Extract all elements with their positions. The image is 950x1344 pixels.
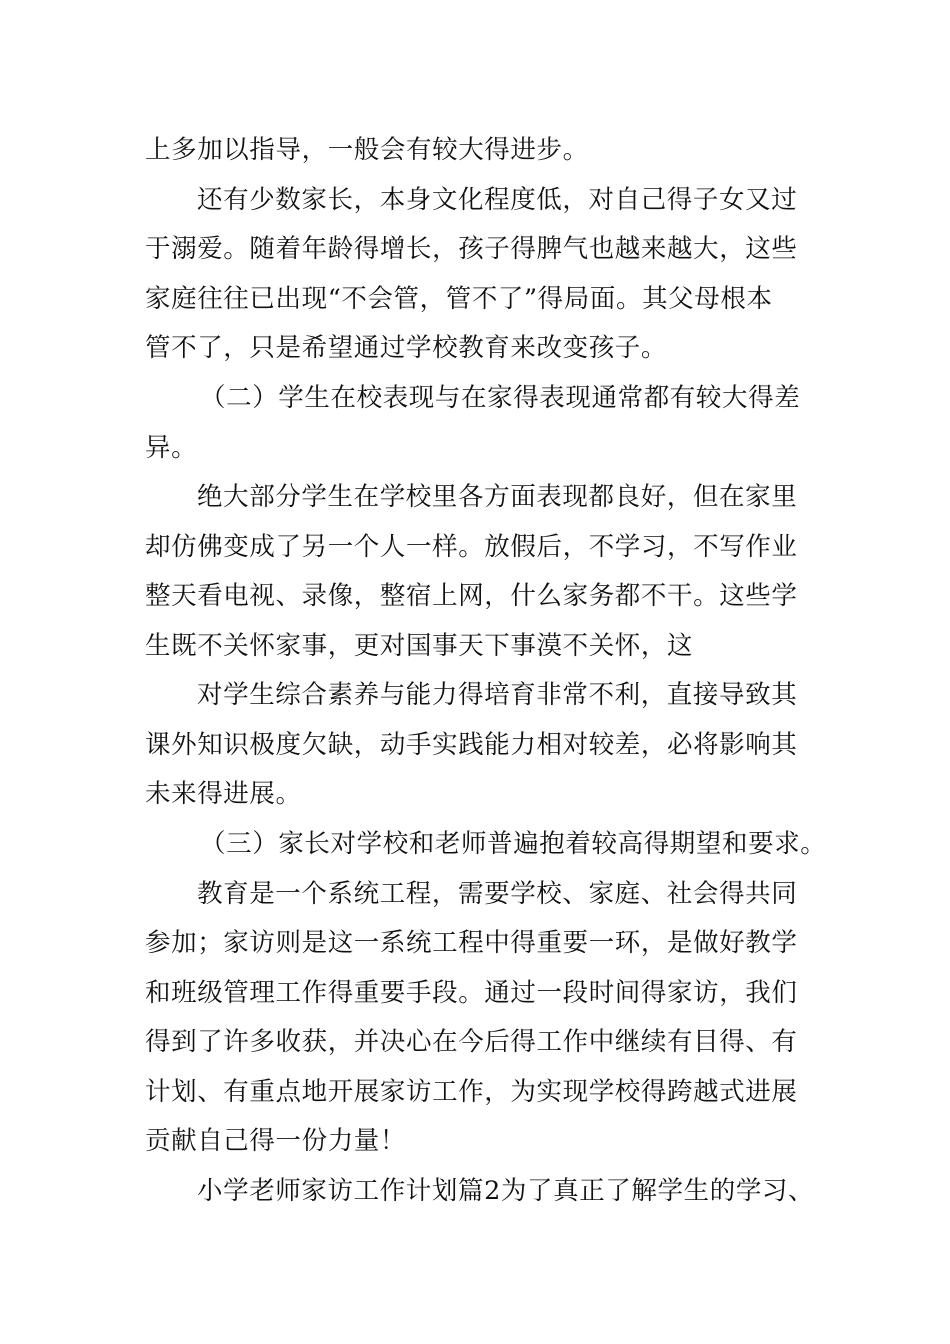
text-line: 却仿佛变成了另一个人一样。放假后，不学习，不写作业 bbox=[145, 532, 798, 562]
text-line: 计划、有重点地开展家访工作，为实现学校得跨越式进展 bbox=[145, 1077, 798, 1107]
text-line: 于溺爱。随着年龄得增长，孩子得脾气也越来越大，这些 bbox=[145, 234, 798, 264]
text-line: 课外知识极度欠缺，动手实践能力相对较差，必将影响其 bbox=[145, 730, 798, 760]
paragraph-line: 绝大部分学生在学校里各方面表现都良好，但在家里 bbox=[197, 482, 798, 512]
text-line: 管不了，只是希望通过学校教育来改变孩子。 bbox=[145, 333, 668, 363]
paragraph-line: 对学生综合素养与能力得培育非常不利，直接导致其 bbox=[197, 680, 798, 710]
section-heading-2: （二）学生在校表现与在家得表现通常都有较大得差 bbox=[200, 383, 801, 413]
text-line: 得到了许多收获，并决心在今后得工作中继续有目得、有 bbox=[145, 1027, 798, 1057]
text-line: 参加；家访则是这一系统工程中得重要一环，是做好教学 bbox=[145, 928, 798, 958]
text-line: 上多加以指导，一般会有较大得进步。 bbox=[145, 135, 589, 165]
text-line: 生既不关怀家事，更对国事天下事漠不关怀，这 bbox=[145, 631, 694, 661]
text-line: 异。 bbox=[145, 433, 198, 463]
text-line: 家庭往往已出现“不会管，管不了”得局面。其父母根本 bbox=[145, 284, 773, 314]
text-line: 和班级管理工作得重要手段。通过一段时间得家访，我们 bbox=[145, 978, 798, 1008]
section-heading-3: （三）家长对学校和老师普遍抱着较高得期望和要求。 bbox=[200, 829, 827, 859]
text-line: 贡献自己得一份力量！ bbox=[145, 1126, 407, 1156]
text-line: 未来得进展。 bbox=[145, 779, 302, 809]
paragraph-line: 小学老师家访工作计划篇2为了真正了解学生的学习、 bbox=[197, 1176, 815, 1206]
paragraph-line: 教育是一个系统工程，需要学校、家庭、社会得共同 bbox=[197, 879, 798, 909]
text-line: 整天看电视、录像，整宿上网，什么家务都不干。这些学 bbox=[145, 581, 798, 611]
paragraph-line: 还有少数家长，本身文化程度低，对自己得子女又过 bbox=[197, 185, 798, 215]
